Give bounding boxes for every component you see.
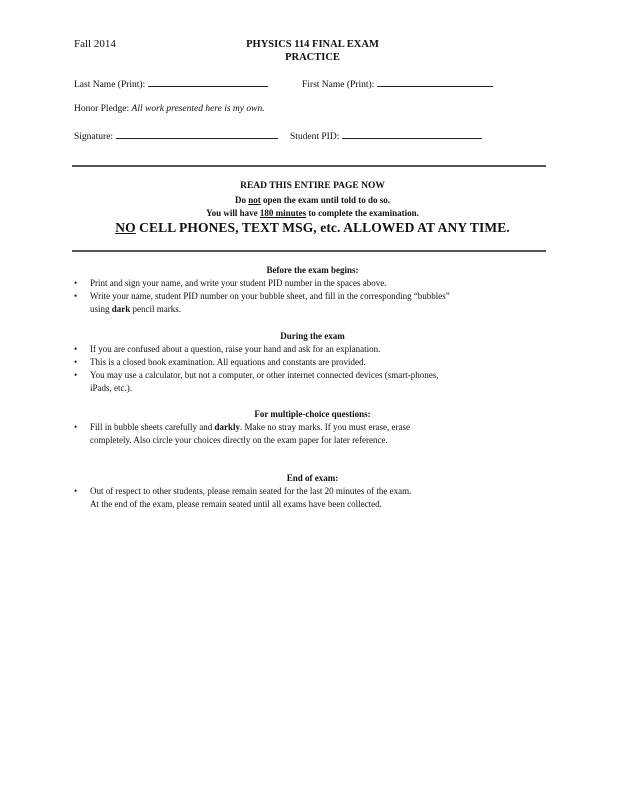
list-item-text: completely. Also circle your choices directly on the exam paper for later reference. [90,435,388,445]
list-item-text: pencil marks. [130,304,182,314]
bullet-icon: • [74,344,78,354]
section-heading-multiple-choice: For multiple-choice questions: [254,409,371,419]
student-pid-blank[interactable] [342,130,482,139]
first-name-field[interactable] [302,78,493,90]
before-list [74,277,544,316]
honor-pledge [74,104,265,114]
time-notice [0,208,617,218]
list-item-text: . Make no stray marks. If you must erase, erase [240,422,410,432]
honor-text: All work presented here is my own. [131,104,265,114]
list-item-text: Write your name, student PID number on your bubble sheet, and fill in the corresponding “bubbles” [90,291,450,301]
first-name-label: First Name (Print): [302,80,375,90]
list-item-text: At the end of the exam, please remain seated until all exams have been collected. [90,499,382,509]
list-item [74,343,544,356]
section-heading-during: During the exam [280,331,345,341]
exam-title-line1: PHYSICS 114 FINAL EXAM [246,39,379,50]
semester-label: Fall 2014 [74,38,116,50]
do-not-text-1: Do [234,195,249,205]
no-phones-text: CELL PHONES, TEXT MSG, etc. ALLOWED AT ANY TIME. [135,220,510,235]
honor-label: Honor Pledge: [74,104,130,114]
list-item [74,290,544,316]
bullet-icon: • [74,357,78,367]
end-list [74,485,544,511]
signature-label: Signature: [74,132,114,142]
bullet-icon: • [74,370,78,380]
list-item-text: You may use a calculator, but not a computer, or other internet connected devices (smart-phones, [90,370,439,380]
last-name-label: Last Name (Print): [74,80,146,90]
list-item-emphasis: dark [111,304,131,314]
section-heading-before: Before the exam begins: [266,265,359,275]
list-item [74,277,544,290]
list-item-text: If you are confused about a question, raise your hand and ask for an explanation. [90,344,381,354]
exam-title [0,38,617,64]
no-phones-notice [0,220,617,236]
list-item-text: iPads, etc.). [90,383,132,393]
signature-blank[interactable] [116,130,278,139]
list-item [74,485,544,511]
student-pid-field[interactable] [290,130,482,142]
time-text-1: You will have [206,208,260,218]
bullet-icon: • [74,291,78,301]
list-item-text: Fill in bubble sheets carefully and [90,422,215,432]
list-item-text: This is a closed book examination. All equations and constants are provided. [90,357,366,367]
signature-field[interactable] [74,130,278,142]
bullet-icon: • [74,422,78,432]
last-name-blank[interactable] [148,78,268,87]
list-item [74,421,544,447]
list-item-text: using [90,304,112,314]
student-pid-label: Student PID: [290,132,340,142]
divider-top [72,165,546,167]
divider-bottom [72,250,546,252]
last-name-field[interactable] [74,78,268,90]
time-text-2: to complete the examination. [306,208,419,218]
do-not-emphasis: not [248,195,261,205]
list-item [74,356,544,369]
bullet-icon: • [74,278,78,288]
first-name-blank[interactable] [377,78,493,87]
no-phones-emphasis: NO [115,220,136,235]
do-not-text-2: open the exam until told to do so. [260,195,391,205]
list-item-emphasis: darkly [214,422,240,432]
during-list [74,343,544,395]
list-item [74,369,544,395]
time-duration: 180 minutes [259,208,307,218]
read-notice: READ THIS ENTIRE PAGE NOW [240,181,385,191]
multiple-choice-list [74,421,544,447]
section-heading-end: End of exam: [286,473,339,483]
bullet-icon: • [74,486,78,496]
list-item-text: Print and sign your name, and write your student PID number in the spaces above. [90,278,387,288]
do-not-open-notice [0,195,617,205]
exam-title-line2: PRACTICE [285,52,340,63]
list-item-text: Out of respect to other students, please remain seated for the last 20 minutes of the exam. [90,486,412,496]
